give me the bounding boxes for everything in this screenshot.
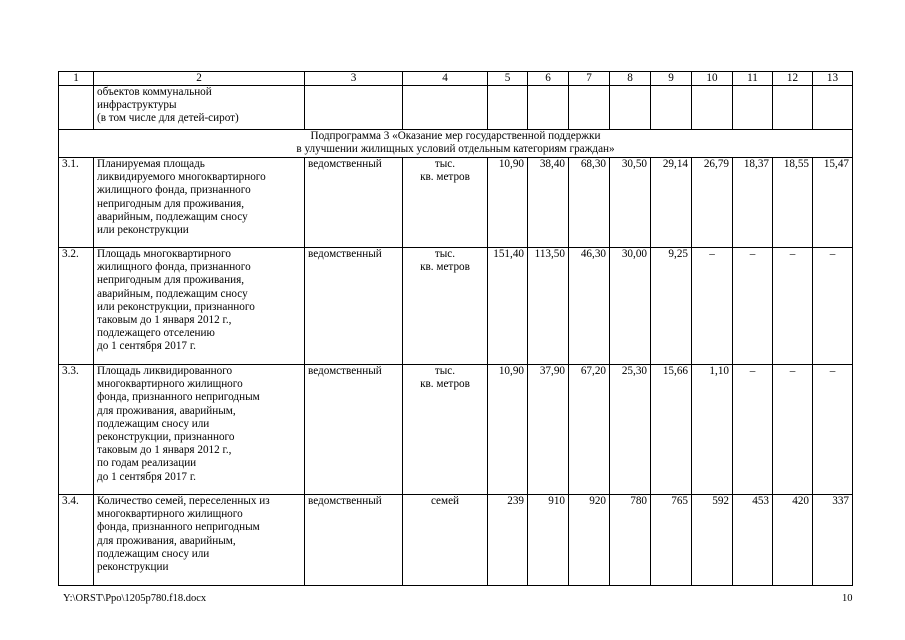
footer-page-number: 10 [842,593,853,604]
table-row [59,248,853,365]
continuation-name: объектов коммунальной инфраструктуры (в том числе для детей-сирот) [94,86,305,130]
row-number: 3.2. [59,248,94,365]
value-cell: – [692,248,733,365]
row-number: 3.4. [59,495,94,586]
indicator-type: ведомственный [305,248,403,365]
header-cell: 9 [651,72,692,86]
value-cell: 29,14 [651,158,692,248]
header-cell: 2 [94,72,305,86]
value-cell: 453 [733,495,773,586]
value-cell: 1,10 [692,365,733,495]
subprogram-row [59,130,853,158]
indicator-name: Площадь многоквартирного жилищного фонда, признанного непригодным для проживания, аварийным, подлежащим сносу или реконструкции, признанного таковым до 1 января 2012 г., подлежащего отселению до 1 сентября 2017 г. [94,248,305,365]
table-row [59,495,853,586]
value-cell: 67,20 [569,365,610,495]
indicators-table [58,71,853,586]
header-cell: 8 [610,72,651,86]
header-cell: 13 [813,72,853,86]
header-cell: 10 [692,72,733,86]
value-cell: 15,47 [813,158,853,248]
value-cell: 910 [528,495,569,586]
value-cell: 920 [569,495,610,586]
header-cell: 1 [59,72,94,86]
value-cell: 10,90 [488,158,528,248]
header-cell: 3 [305,72,403,86]
unit-of-measure: тыс. кв. метров [403,248,488,365]
unit-of-measure: семей [403,495,488,586]
value-cell: 68,30 [569,158,610,248]
row-number: 3.1. [59,158,94,248]
value-cell: 337 [813,495,853,586]
value-cell: – [813,365,853,495]
value-cell: 9,25 [651,248,692,365]
value-cell: – [813,248,853,365]
value-cell: 46,30 [569,248,610,365]
value-cell: 18,55 [773,158,813,248]
header-cell: 6 [528,72,569,86]
row-number: 3.3. [59,365,94,495]
value-cell: 780 [610,495,651,586]
value-cell: – [733,248,773,365]
indicator-type: ведомственный [305,158,403,248]
indicator-name: Планируемая площадь ликвидируемого многоквартирного жилищного фонда, признанного непригодным для проживания, аварийным, подлежащим сносу или реконструкции [94,158,305,248]
value-cell: 18,37 [733,158,773,248]
value-cell: 25,30 [610,365,651,495]
value-cell: 420 [773,495,813,586]
indicator-type: ведомственный [305,495,403,586]
value-cell: 113,50 [528,248,569,365]
indicator-name: Площадь ликвидированного многоквартирного жилищного фонда, признанного непригодным для проживания, аварийным, подлежащим сносу или реконструкции, признанного таковым до 1 января 2012 г., по годам реализации до 1 сентября 2017 г. [94,365,305,495]
value-cell: 151,40 [488,248,528,365]
unit-of-measure: тыс. кв. метров [403,158,488,248]
subprogram-title: Подпрограмма 3 «Оказание мер государственной поддержки в улучшении жилищных условий отдельным категориям граждан» [59,130,853,158]
header-row [59,72,853,86]
indicator-type: ведомственный [305,365,403,495]
continuation-row [59,86,853,130]
value-cell: 30,50 [610,158,651,248]
continuation-num-cell [59,86,94,130]
value-cell: 10,90 [488,365,528,495]
header-cell: 12 [773,72,813,86]
unit-of-measure: тыс. кв. метров [403,365,488,495]
value-cell: 15,66 [651,365,692,495]
value-cell: 26,79 [692,158,733,248]
table-row [59,365,853,495]
value-cell: 765 [651,495,692,586]
indicator-name: Количество семей, переселенных из многоквартирного жилищного фонда, признанного непригодным для проживания, аварийным, подлежащим сносу или реконструкции [94,495,305,586]
header-cell: 4 [403,72,488,86]
value-cell: – [733,365,773,495]
value-cell: 592 [692,495,733,586]
value-cell: 239 [488,495,528,586]
header-cell: 5 [488,72,528,86]
value-cell: 38,40 [528,158,569,248]
header-cell: 11 [733,72,773,86]
value-cell: 37,90 [528,365,569,495]
value-cell: – [773,248,813,365]
value-cell: 30,00 [610,248,651,365]
value-cell: – [773,365,813,495]
table-row [59,158,853,248]
header-cell: 7 [569,72,610,86]
footer-file-path: Y:\ORST\Ppo\1205p780.f18.docx [63,593,207,604]
